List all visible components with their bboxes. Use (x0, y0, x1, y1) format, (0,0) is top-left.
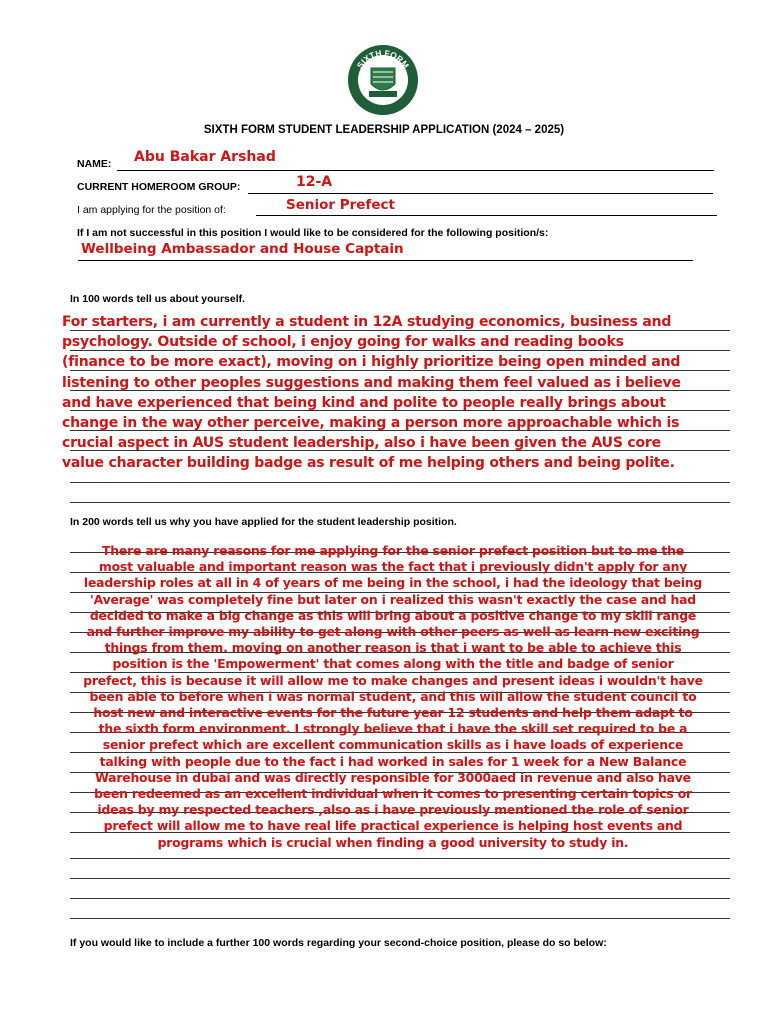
writing-line (70, 482, 730, 483)
name-underline (117, 170, 714, 171)
answer-line: talking with people due to the fact i had worked in sales for 1 week for a New Balance (99, 753, 687, 769)
answer-line: programs which is crucial when finding a good university to study in. (157, 834, 629, 850)
fallback-field[interactable]: Wellbeing Ambassador and House Captain (81, 241, 404, 257)
why-apply-prompt: In 200 words tell us why you have applied for the student leadership position. (70, 516, 457, 528)
about-yourself-answer[interactable] (62, 312, 722, 474)
answer-line: listening to other peoples suggestions and making them feel valued as i believe (62, 374, 681, 391)
fallback-underline (78, 260, 693, 261)
sixth-form-crest-logo (347, 44, 419, 116)
name-label: NAME: (77, 158, 112, 170)
answer-line: psychology. Outside of school, i enjoy going for walks and reading books (62, 334, 624, 351)
writing-line (70, 918, 730, 919)
answer-line: the sixth form environment. I strongly believe that i have the skill set required to be a (98, 721, 688, 737)
homeroom-field[interactable]: 12-A (296, 174, 333, 190)
answer-line: and have experienced that being kind and polite to people really brings about (62, 394, 666, 411)
answer-line: prefect will allow me to have real life practical experience is helping host events and (103, 818, 683, 834)
svg-text:SIXTH FORM: SIXTH FORM (354, 47, 412, 71)
answer-line: value character building badge as result of me helping others and being polite. (62, 455, 675, 472)
answer-line: and further improve my ability to get along with other peers as well as learn new exciting (86, 624, 700, 640)
answer-line: prefect, this is because it will allow me to make changes and present ideas i wouldn't have (83, 672, 703, 688)
fallback-label: If I am not successful in this position I would like to be considered for the following position/s: (77, 227, 549, 239)
form-title: SIXTH FORM STUDENT LEADERSHIP APPLICATION (2024 – 2025) (203, 124, 565, 136)
answer-line: been redeemed as an excellent individual when it comes to presenting certain topics or (94, 786, 692, 802)
position-label: I am applying for the position of: (77, 204, 226, 216)
answer-line: host new and interactive events for the future year 12 students and help them adapt to (93, 705, 693, 721)
answer-line: most valuable and important reason was the fact that i previously didn't apply for any (98, 559, 688, 575)
writing-line (70, 898, 730, 899)
second-choice-prompt: If you would like to include a further 100 words regarding your second-choice position, please do so below: (70, 937, 607, 949)
answer-line: Warehouse in dubai and was directly responsible for 3000aed in revenue and also have (95, 769, 691, 785)
answer-line: things from them. moving on another reason is that i want to be able to achieve this (104, 640, 682, 656)
answer-line: crucial aspect in AUS student leadership, also i have been given the AUS core (62, 435, 661, 452)
answer-line: For starters, i am currently a student in 12A studying economics, business and (62, 314, 672, 330)
homeroom-label: CURRENT HOMEROOM GROUP: (77, 181, 241, 193)
writing-line (70, 858, 730, 859)
answer-line: 'Average' was completely fine but later on i realized this wasn't exactly the case and had (90, 591, 696, 607)
about-yourself-prompt: In 100 words tell us about yourself. (70, 293, 246, 305)
answer-line: change in the way other perceive, making a person more approachable which is (62, 415, 680, 432)
writing-line (70, 502, 730, 503)
answer-line: decided to make a big change as this will bring about a positive change to my skill range (89, 607, 697, 623)
homeroom-underline (248, 193, 713, 194)
answer-line: (finance to be more exact), moving on i highly prioritize being open minded and (62, 354, 681, 371)
answer-line: ideas by my respected teachers ,also as i have previously mentioned the role of senior (97, 802, 689, 818)
answer-line: There are many reasons for me applying for the senior prefect position but to me the (102, 543, 684, 558)
name-field[interactable]: Abu Bakar Arshad (134, 149, 276, 165)
why-apply-answer[interactable] (66, 543, 720, 851)
answer-line: position is the 'Empowerment' that comes along with the title and badge of senior (112, 656, 674, 672)
answer-line: leadership roles at all in 4 of years of me being in the school, i had the ideology that being (83, 575, 703, 591)
answer-line: been able to before when i was normal student, and this will allow the student council to (89, 688, 697, 704)
position-underline (256, 215, 717, 216)
answer-line: senior prefect which are excellent communication skills as i have loads of experience (102, 737, 684, 753)
position-field[interactable]: Senior Prefect (286, 197, 395, 213)
writing-line (70, 878, 730, 879)
